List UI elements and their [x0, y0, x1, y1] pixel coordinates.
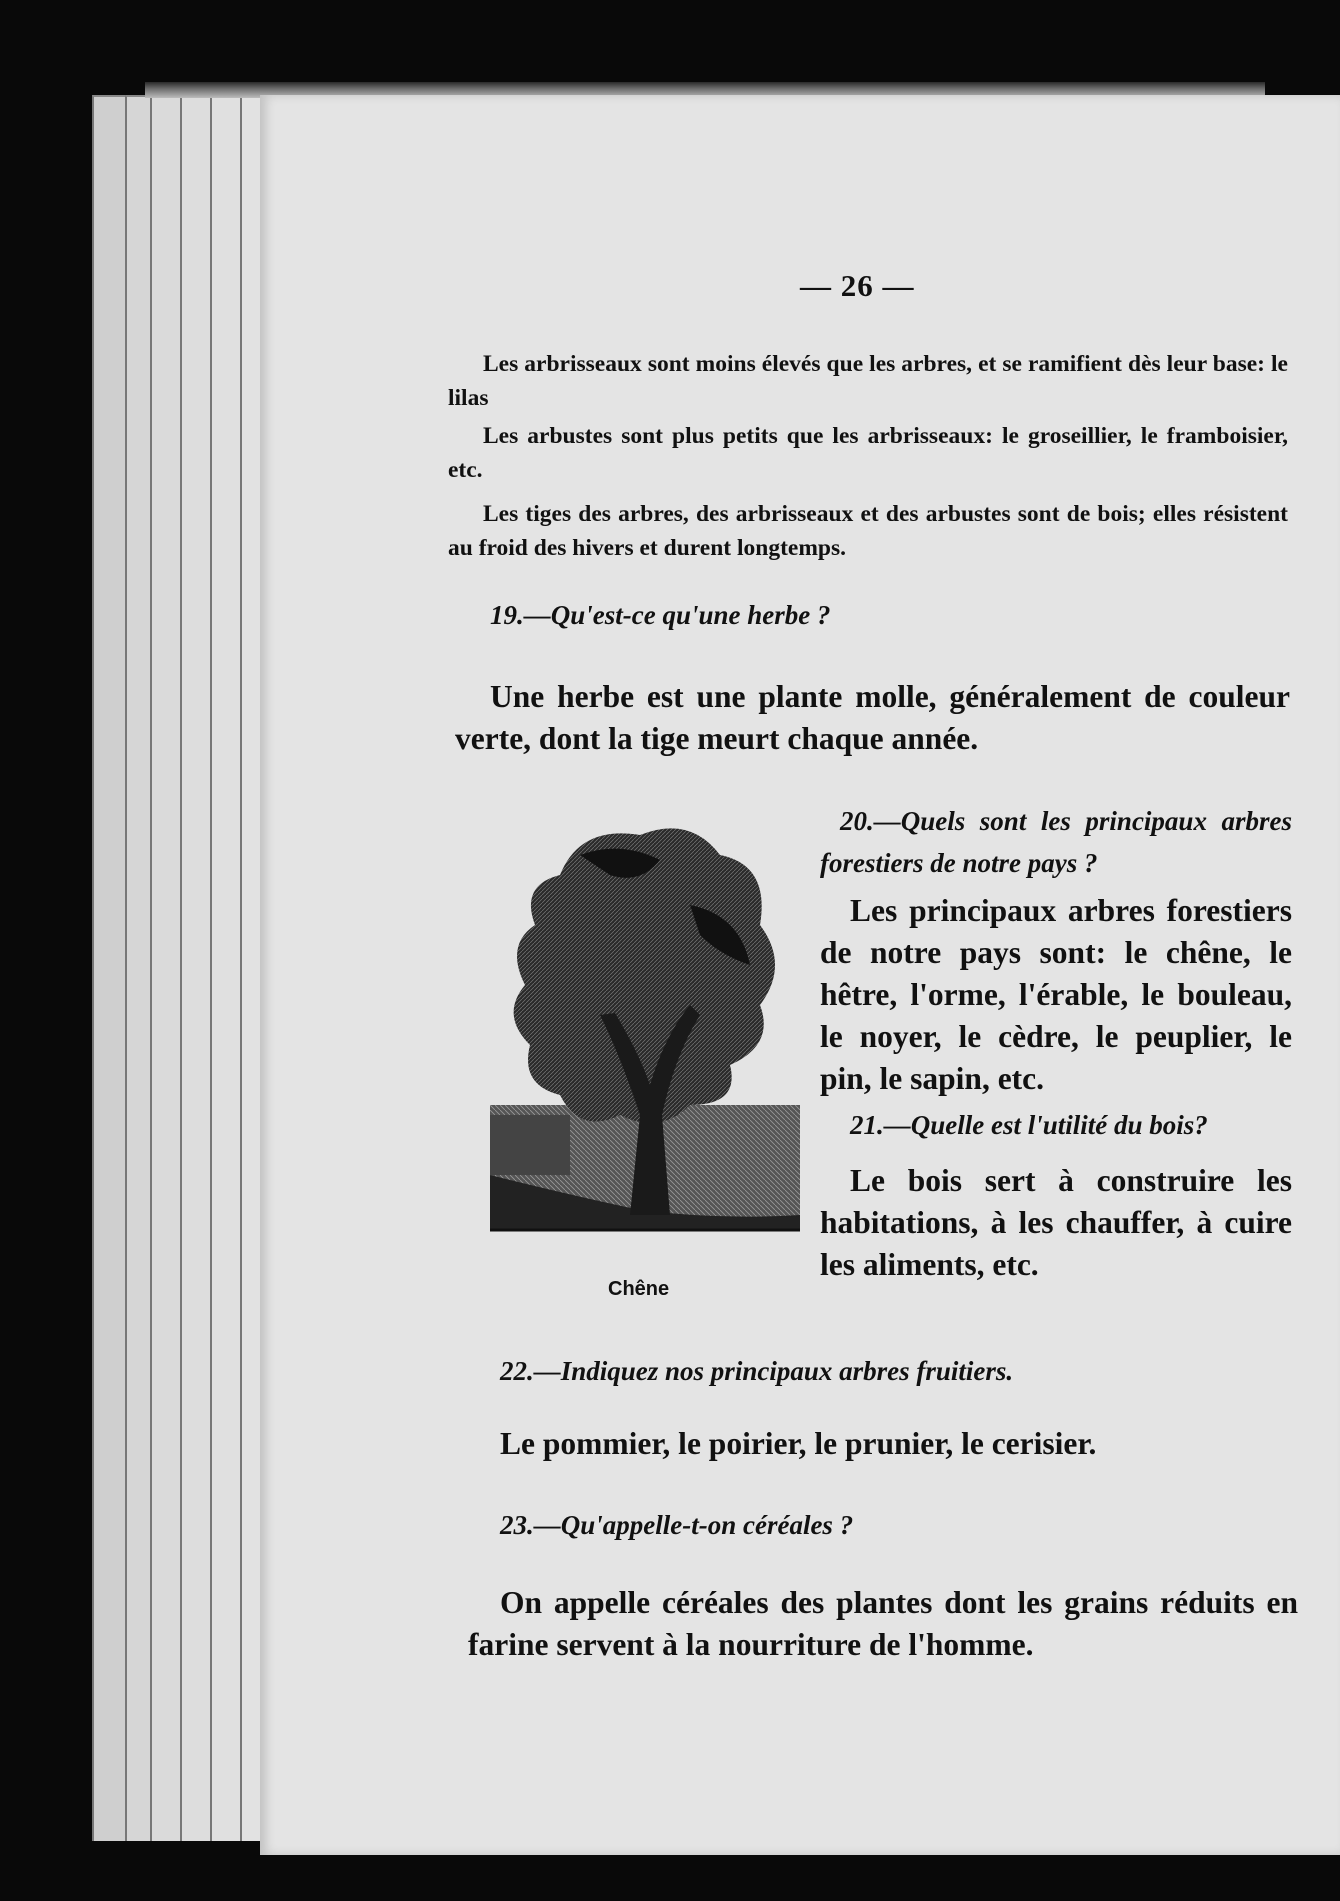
page-number: — 26 —	[800, 268, 915, 303]
question-21: 21.—Quelle est l'utilité du bois?	[850, 1110, 1208, 1140]
answer-23: On appelle céréales des plantes dont les grains réduits en farine servent à la nourriture de l'homme.	[468, 1585, 1298, 1662]
answer-19: Une herbe est une plante molle, généralement de couleur verte, dont la tige meurt chaque année.	[455, 679, 1290, 756]
question-19: 19.—Qu'est-ce qu'une herbe ?	[490, 600, 831, 630]
figure-caption: Chêne	[608, 1278, 670, 1300]
question-23: 23.—Qu'appelle-t-on céréales ?	[500, 1510, 854, 1540]
question-22: 22.—Indiquez nos principaux arbres fruitiers.	[500, 1356, 1014, 1386]
question-20: 20.—Quels sont les principaux arbres forestiers de notre pays ?	[820, 806, 1292, 878]
answer-21: Le bois sert à construire les habitations, à les chauffer, à cuire les aliments, etc.	[820, 1163, 1292, 1282]
answer-22: Le pommier, le poirier, le prunier, le cerisier.	[500, 1426, 1097, 1461]
oak-tree-icon	[490, 815, 800, 1255]
intro-paragraph-1: Les arbrisseaux sont moins élevés que les arbres, et se ramifient dès leur base: le lilas	[448, 351, 1288, 411]
intro-paragraph-2: Les arbustes sont plus petits que les arbrisseaux: le groseillier, le framboisier, etc.	[448, 423, 1288, 483]
answer-20: Les principaux arbres forestiers de notre pays sont: le chêne, le hêtre, l'orme, l'érable, le bouleau, le noyer, le cèdre, le peuplier, le pin, le sapin, etc.	[820, 893, 1292, 1096]
intro-paragraph-3: Les tiges des arbres, des arbrisseaux et des arbustes sont de bois; elles résistent au froid des hivers et durent longtemps.	[448, 501, 1288, 561]
